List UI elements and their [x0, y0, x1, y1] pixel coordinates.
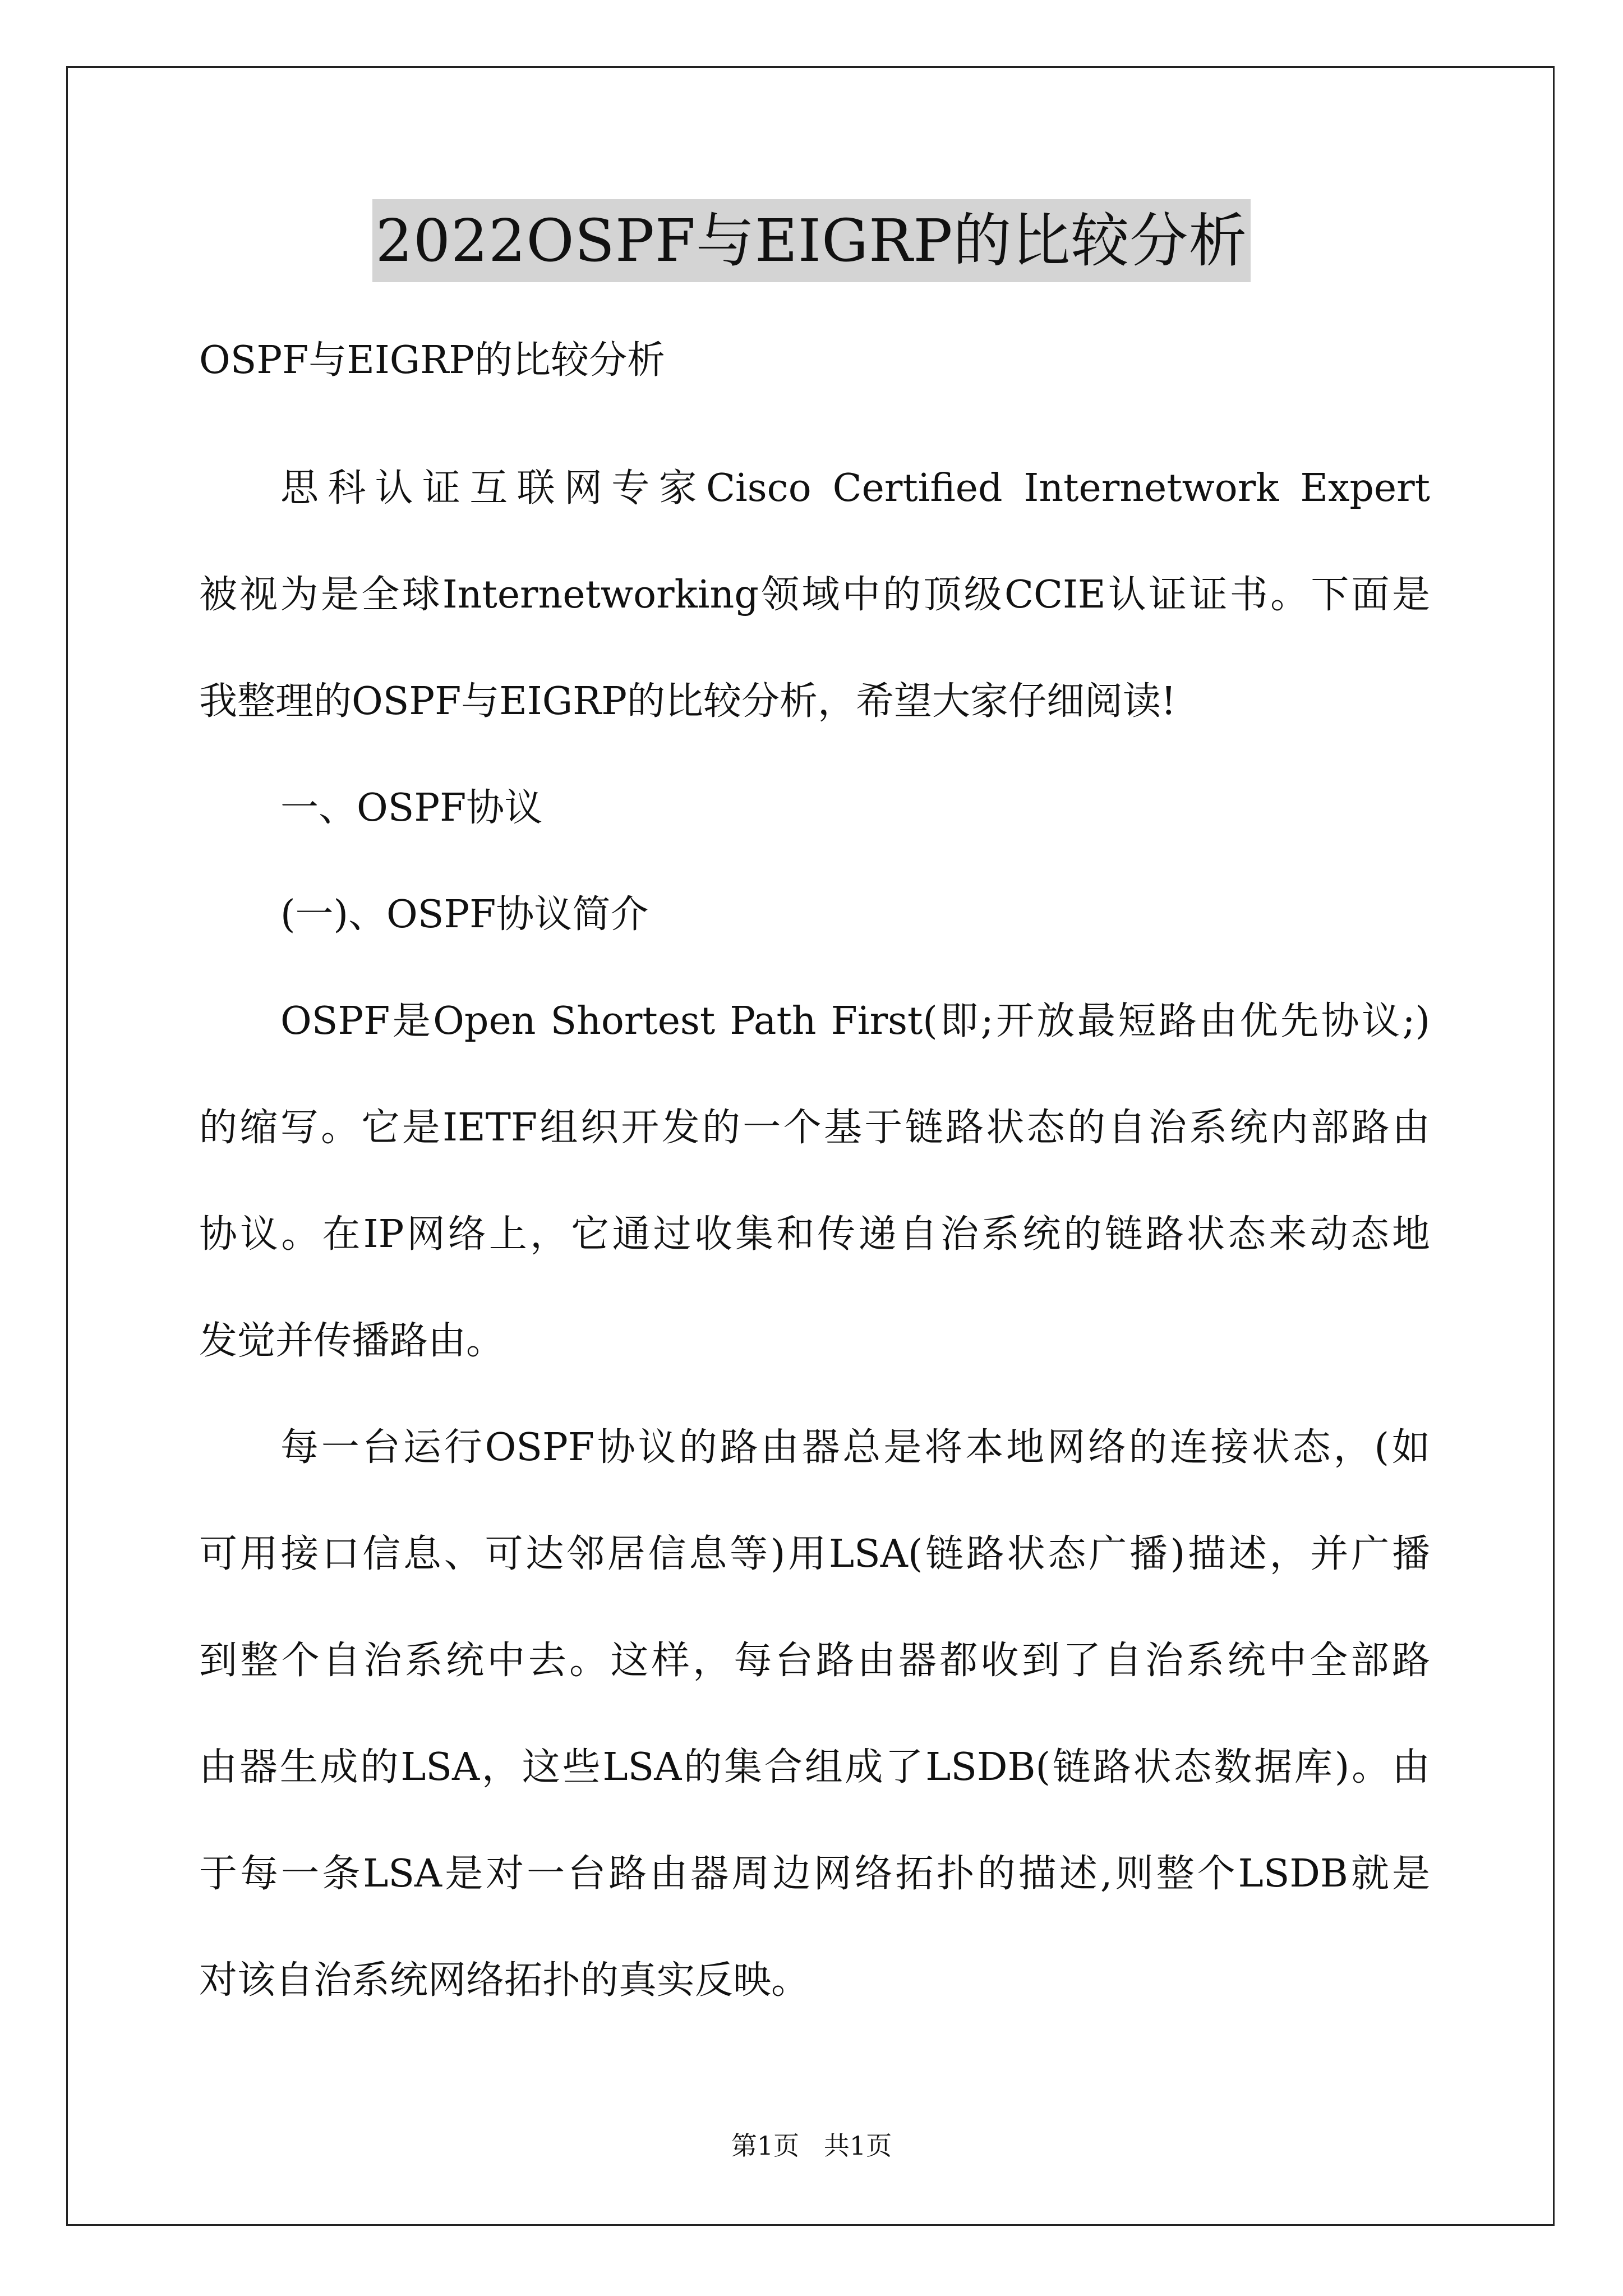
paragraph-line: 的缩写。它是IETF组织开发的一个基于链路状态的自治系统内部路由 — [199, 1106, 1430, 1150]
subtitle-line: OSPF与EIGRP的比较分析 — [199, 338, 666, 383]
title-container — [0, 199, 1623, 282]
page-footer: 第1页 共1页 — [731, 2131, 892, 2161]
paragraph-line: 发觉并传播路由。 — [199, 1319, 505, 1363]
paragraph-line: 被视为是全球Internetworking领域中的顶级CCIE认证证书。下面是 — [199, 573, 1430, 617]
paragraph-line: OSPF是Open Shortest Path First(即;开放最短路由优先协议;) — [280, 999, 1430, 1043]
section-heading: 一、OSPF协议 — [280, 786, 543, 830]
subsection-heading: (一)、OSPF协议简介 — [280, 892, 649, 937]
paragraph-line: 可用接口信息、可达邻居信息等)用LSA(链路状态广播)描述，并广播 — [199, 1532, 1430, 1576]
paragraph-line: 由器生成的LSA，这些LSA的集合组成了LSDB(链路状态数据库)。由 — [199, 1745, 1430, 1789]
paragraph-line: 协议。在IP网络上，它通过收集和传递自治系统的链路状态来动态地 — [199, 1212, 1430, 1257]
paragraph-line: 思科认证互联网专家Cisco Certified Internetwork Expert — [280, 466, 1430, 510]
document-title: 2022OSPF与EIGRP的比较分析 — [372, 199, 1251, 282]
paragraph-line: 于每一条LSA是对一台路由器周边网络拓扑的描述,则整个LSDB就是 — [199, 1852, 1430, 1896]
paragraph-line: 到整个自治系统中去。这样，每台路由器都收到了自治系统中全部路 — [199, 1639, 1430, 1683]
paragraph-line: 每一台运行OSPF协议的路由器总是将本地网络的连接状态，(如 — [280, 1425, 1430, 1470]
paragraph-line: 我整理的OSPF与EIGRP的比较分析，希望大家仔细阅读! — [199, 679, 1177, 724]
paragraph-line: 对该自治系统网络拓扑的真实反映。 — [199, 1958, 810, 2003]
